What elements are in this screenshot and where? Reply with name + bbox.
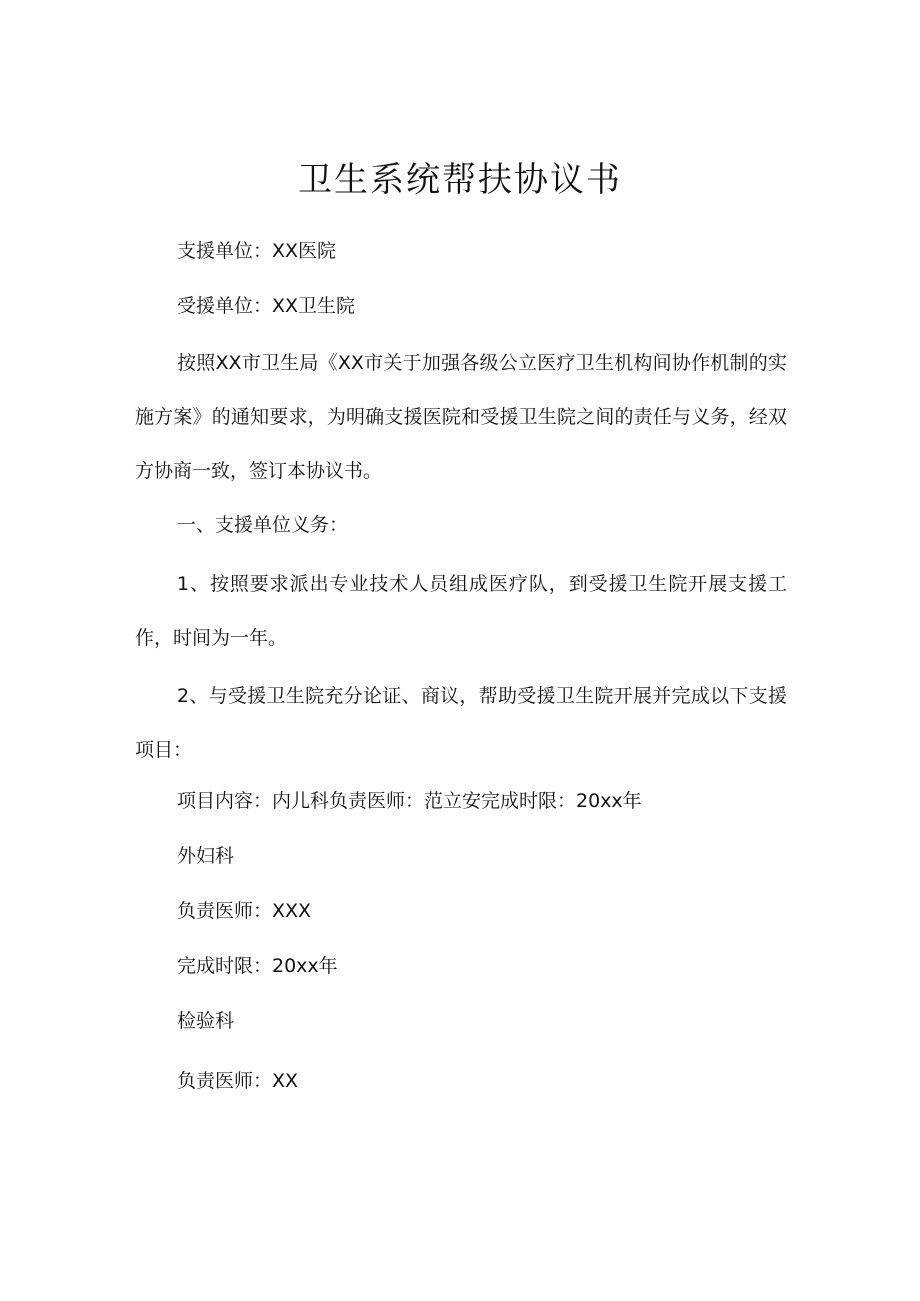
dept-obstetrics: 外妇科 <box>177 845 235 867</box>
supported-unit: 受援单位：XX卫生院 <box>177 295 356 317</box>
supporting-unit: 支援单位：XX医院 <box>177 240 337 262</box>
dept-laboratory-doctor: 负责医师：XX <box>177 1070 299 1092</box>
document-title: 卫生系统帮扶协议书 <box>298 160 622 200</box>
intro-paragraph: 按照XX市卫生局《XX市关于加强各级公立医疗卫生机构间协作机制的实施方案》的通知要求，为明确支援医院和受援卫生院之间的责任与义务，经双方协商一致，签订本协议书。 <box>135 352 787 482</box>
dept-obstetrics-doctor: 负责医师：XXX <box>177 900 312 922</box>
project-line: 项目内容：内儿科负责医师：范立安完成时限：20xx年 <box>177 790 642 812</box>
item-2-paragraph: 2、与受援卫生院充分论证、商议，帮助受援卫生院开展并完成以下支援项目： <box>135 685 787 761</box>
item-1-paragraph: 1、按照要求派出专业技术人员组成医疗队，到受援卫生院开展支援工作，时间为一年。 <box>135 573 787 649</box>
section1-heading: 一、支援单位义务： <box>177 514 349 536</box>
dept-obstetrics-deadline: 完成时限：20xx年 <box>177 955 338 977</box>
dept-laboratory: 检验科 <box>177 1010 235 1032</box>
